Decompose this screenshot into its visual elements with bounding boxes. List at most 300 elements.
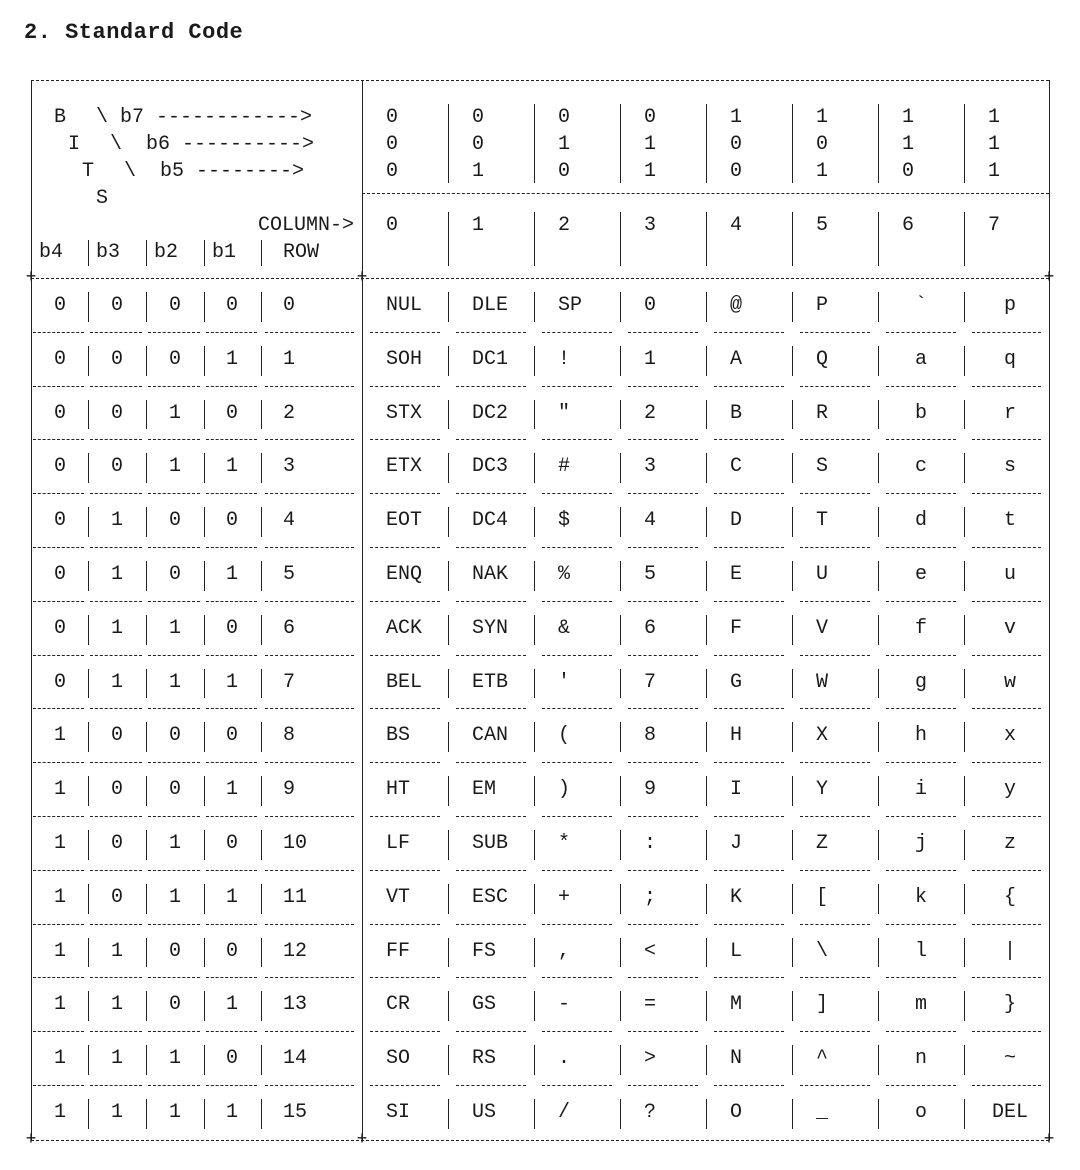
- row-separator: [628, 977, 698, 978]
- row-separator: [370, 493, 440, 494]
- row-separator: [542, 924, 612, 925]
- row-separator: [33, 708, 84, 709]
- row-separator: [456, 601, 526, 602]
- char-cell: NAK: [472, 563, 509, 586]
- row-divider: [620, 991, 621, 1021]
- b6-bit-6: 1: [902, 133, 915, 156]
- row-separator: [800, 601, 870, 602]
- b7-bit-3: 0: [644, 106, 657, 129]
- char-cell: f: [914, 616, 928, 640]
- char-cell: n: [914, 1047, 928, 1071]
- row-bit: 0: [110, 724, 124, 748]
- row-bit: 0: [53, 347, 67, 371]
- row-divider: [964, 561, 965, 591]
- row-separator: [542, 870, 612, 871]
- char-cell: ]: [816, 993, 829, 1017]
- row-divider: [878, 669, 879, 699]
- b5-bit-2: 0: [558, 160, 571, 183]
- row-bit: 1: [53, 993, 67, 1017]
- row-divider: [146, 669, 147, 699]
- char-cell: }: [1003, 993, 1017, 1017]
- char-cell: HT: [386, 778, 411, 802]
- row-separator: [628, 708, 698, 709]
- char-cell: `: [914, 294, 928, 317]
- row-separator: [206, 655, 257, 656]
- row-separator: [370, 332, 440, 333]
- row-bit: 0: [225, 939, 239, 963]
- row-separator: [714, 870, 784, 871]
- row-separator: [886, 332, 956, 333]
- char-cell: 8: [644, 724, 657, 748]
- char-cell: STX: [386, 401, 423, 425]
- row-bit: 1: [168, 401, 182, 425]
- column-number-2: 2: [558, 214, 571, 237]
- row-bit: 0: [53, 670, 67, 694]
- char-cell: E: [730, 563, 743, 586]
- row-bit: 1: [110, 616, 124, 640]
- row-separator: [90, 924, 142, 925]
- row-bit: 1: [110, 1047, 124, 1071]
- row-separator: [972, 1031, 1041, 1032]
- row-separator: [714, 332, 784, 333]
- char-cell: -: [558, 993, 571, 1017]
- row-separator: [265, 762, 354, 763]
- char-cell: #: [558, 455, 571, 479]
- row-bit: 1: [110, 563, 124, 586]
- row-bit: 1: [53, 885, 67, 909]
- char-cell: BEL: [386, 670, 423, 694]
- char-cell: FS: [472, 939, 497, 963]
- header-col-separator: [362, 193, 1049, 194]
- header-col-divider: [620, 212, 621, 266]
- row-separator: [456, 816, 526, 817]
- row-bit: 1: [225, 885, 239, 909]
- row-separator: [206, 493, 257, 494]
- row-separator: [456, 439, 526, 440]
- char-cell: d: [914, 509, 928, 533]
- row-separator: [714, 547, 784, 548]
- char-cell: EOT: [386, 509, 423, 533]
- char-cell: +: [558, 885, 571, 909]
- row-divider: [448, 830, 449, 860]
- char-cell: [: [816, 885, 829, 909]
- row-separator: [542, 493, 612, 494]
- row-divider: [204, 991, 205, 1021]
- b7-bit-1: 0: [472, 106, 485, 129]
- row-divider: [204, 561, 205, 591]
- row-separator: [456, 1031, 526, 1032]
- row-divider: [534, 615, 535, 645]
- row-divider: [792, 453, 793, 483]
- row-divider: [534, 884, 535, 914]
- char-cell: O: [730, 1101, 743, 1124]
- b5-bit-4: 0: [730, 160, 743, 183]
- b5-bit-3: 1: [644, 160, 657, 183]
- frame-bottom: [31, 1140, 1049, 1141]
- row-bit: 0: [225, 294, 239, 317]
- row-separator: [148, 547, 200, 548]
- row-divider: [534, 400, 535, 430]
- row-divider: [706, 615, 707, 645]
- char-cell: &: [558, 616, 571, 640]
- row-divider: [88, 938, 89, 968]
- row-divider: [261, 292, 262, 322]
- row-separator: [886, 870, 956, 871]
- row-divider: [448, 722, 449, 752]
- header-col-divider: [620, 104, 621, 183]
- row-separator: [206, 439, 257, 440]
- row-separator: [714, 655, 784, 656]
- row-divider: [878, 884, 879, 914]
- row-separator: [800, 870, 870, 871]
- row-bit: 0: [110, 778, 124, 802]
- row-separator: [206, 870, 257, 871]
- char-cell: 4: [644, 509, 657, 533]
- char-cell: \: [816, 939, 829, 963]
- b5-bit-5: 1: [816, 160, 829, 183]
- char-cell: ": [558, 401, 571, 425]
- row-divider: [878, 292, 879, 322]
- row-bit: 0: [168, 724, 182, 748]
- row-divider: [146, 561, 147, 591]
- row-separator: [206, 924, 257, 925]
- row-divider: [620, 400, 621, 430]
- row-divider: [88, 346, 89, 376]
- header-col-divider: [534, 104, 535, 183]
- char-cell: N: [730, 1047, 743, 1071]
- row-separator: [90, 762, 142, 763]
- row-bit: 1: [53, 1047, 67, 1071]
- row-separator: [800, 816, 870, 817]
- row-separator: [265, 547, 354, 548]
- bits-label-i: I: [68, 133, 81, 156]
- char-cell: R: [816, 401, 829, 425]
- row-divider: [534, 292, 535, 322]
- char-cell: M: [730, 993, 743, 1017]
- row-separator: [370, 924, 440, 925]
- row-divider: [448, 884, 449, 914]
- row-divider: [146, 346, 147, 376]
- corner-plus: +: [25, 1130, 37, 1150]
- bit-header-divider: [261, 240, 262, 266]
- char-cell: _: [816, 1101, 829, 1124]
- row-divider: [88, 1045, 89, 1075]
- row-divider: [448, 1099, 449, 1129]
- char-cell: T: [816, 509, 829, 533]
- row-divider: [534, 561, 535, 591]
- row-bit: 1: [225, 455, 239, 479]
- row-divider: [146, 1099, 147, 1129]
- row-divider: [706, 400, 707, 430]
- header-col-divider: [964, 104, 965, 183]
- char-cell: v: [1003, 616, 1017, 640]
- row-divider: [88, 292, 89, 322]
- row-separator: [800, 1031, 870, 1032]
- row-divider: [448, 776, 449, 806]
- row-bit: 1: [53, 778, 67, 802]
- row-divider: [878, 400, 879, 430]
- row-separator: [886, 439, 956, 440]
- row-separator: [800, 439, 870, 440]
- row-bit: 1: [225, 670, 239, 694]
- row-divider: [204, 615, 205, 645]
- row-divider: [261, 453, 262, 483]
- row-separator: [542, 547, 612, 548]
- row-separator: [714, 493, 784, 494]
- char-cell: >: [644, 1047, 657, 1071]
- char-cell: V: [816, 616, 829, 640]
- row-divider: [878, 615, 879, 645]
- row-separator: [972, 439, 1041, 440]
- char-cell: 2: [644, 401, 657, 425]
- row-divider: [620, 1045, 621, 1075]
- column-number-7: 7: [988, 214, 1001, 237]
- row-separator: [370, 977, 440, 978]
- row-divider: [261, 507, 262, 537]
- char-cell: H: [730, 724, 743, 748]
- row-divider: [620, 884, 621, 914]
- row-separator: [886, 977, 956, 978]
- row-separator: [886, 762, 956, 763]
- row-separator: [148, 386, 200, 387]
- row-separator: [456, 977, 526, 978]
- row-divider: [261, 669, 262, 699]
- row-separator: [148, 1085, 200, 1086]
- char-cell: l: [914, 939, 928, 963]
- char-cell: K: [730, 885, 743, 909]
- row-separator: [148, 816, 200, 817]
- char-cell: SI: [386, 1101, 411, 1124]
- row-divider: [146, 884, 147, 914]
- row-divider: [964, 884, 965, 914]
- row-number: 6: [283, 616, 296, 640]
- row-separator: [714, 762, 784, 763]
- row-separator: [972, 601, 1041, 602]
- char-cell: BS: [386, 724, 411, 748]
- bit-header-b4: b4: [39, 241, 64, 264]
- row-separator: [456, 924, 526, 925]
- row-divider: [448, 991, 449, 1021]
- row-bit: 0: [168, 993, 182, 1017]
- row-bit: 0: [53, 563, 67, 586]
- row-separator: [90, 386, 142, 387]
- row-separator: [456, 870, 526, 871]
- row-divider: [261, 938, 262, 968]
- row-divider: [261, 400, 262, 430]
- row-separator: [265, 708, 354, 709]
- char-cell: g: [914, 670, 928, 694]
- row-divider: [88, 669, 89, 699]
- row-separator: [542, 439, 612, 440]
- row-divider: [204, 830, 205, 860]
- bit-header-divider: [88, 240, 89, 266]
- row-divider: [261, 346, 262, 376]
- char-cell: x: [1003, 724, 1017, 748]
- row-bit: 0: [225, 832, 239, 855]
- row-separator: [148, 762, 200, 763]
- row-divider: [792, 507, 793, 537]
- row-separator: [33, 655, 84, 656]
- row-divider: [88, 400, 89, 430]
- char-cell: ~: [1003, 1047, 1017, 1071]
- row-separator: [542, 762, 612, 763]
- row-divider: [88, 776, 89, 806]
- column-number-0: 0: [386, 214, 399, 237]
- char-cell: DEL: [991, 1101, 1029, 1124]
- char-cell: DC3: [472, 455, 509, 479]
- row-divider: [792, 1099, 793, 1129]
- row-separator: [33, 924, 84, 925]
- char-cell: |: [1003, 939, 1017, 963]
- row-separator: [800, 547, 870, 548]
- header-col-divider: [448, 104, 449, 183]
- char-cell: DLE: [472, 294, 509, 317]
- row-separator: [370, 601, 440, 602]
- row-bit: 1: [53, 939, 67, 963]
- row-divider: [88, 615, 89, 645]
- row-separator: [800, 708, 870, 709]
- row-separator: [206, 762, 257, 763]
- row-divider: [620, 1099, 621, 1129]
- char-cell: RS: [472, 1047, 497, 1071]
- row-separator: [972, 547, 1041, 548]
- char-cell: F: [730, 616, 743, 640]
- row-divider: [878, 1099, 879, 1129]
- char-cell: D: [730, 509, 743, 533]
- row-bit: 1: [168, 455, 182, 479]
- frame-left: [31, 80, 32, 1140]
- row-divider: [448, 453, 449, 483]
- char-cell: EM: [472, 778, 497, 802]
- char-cell: a: [914, 347, 928, 371]
- row-bit: 0: [168, 778, 182, 802]
- row-divider: [620, 776, 621, 806]
- row-separator: [265, 924, 354, 925]
- row-divider: [534, 830, 535, 860]
- row-number: 7: [283, 670, 296, 694]
- char-cell: s: [1003, 455, 1017, 479]
- row-separator: [265, 655, 354, 656]
- row-separator: [456, 386, 526, 387]
- row-separator: [90, 547, 142, 548]
- row-divider: [261, 776, 262, 806]
- row-separator: [148, 655, 200, 656]
- char-cell: DC4: [472, 509, 509, 533]
- char-cell: ): [558, 778, 571, 802]
- row-separator: [90, 1085, 142, 1086]
- char-cell: VT: [386, 885, 411, 909]
- row-separator: [628, 924, 698, 925]
- char-cell: G: [730, 670, 743, 694]
- char-cell: ?: [644, 1101, 657, 1124]
- row-bit: 0: [110, 401, 124, 425]
- row-divider: [964, 1099, 965, 1129]
- row-number: 1: [283, 347, 296, 371]
- b6-bit-7: 1: [988, 133, 1001, 156]
- row-separator: [542, 1031, 612, 1032]
- row-divider: [146, 615, 147, 645]
- char-cell: SO: [386, 1047, 411, 1071]
- b7-bit-2: 0: [558, 106, 571, 129]
- row-separator: [800, 493, 870, 494]
- row-separator: [972, 924, 1041, 925]
- char-cell: j: [914, 832, 928, 855]
- row-separator: [714, 386, 784, 387]
- row-divider: [146, 991, 147, 1021]
- row-divider: [792, 400, 793, 430]
- page-title: 2. Standard Code: [24, 20, 244, 45]
- char-cell: y: [1003, 778, 1017, 802]
- row-separator: [206, 547, 257, 548]
- char-cell: ENQ: [386, 563, 423, 586]
- row-divider: [88, 830, 89, 860]
- row-separator: [628, 816, 698, 817]
- row-divider: [146, 1045, 147, 1075]
- row-divider: [204, 722, 205, 752]
- column-label: COLUMN->: [257, 214, 354, 237]
- b6-bit-3: 1: [644, 133, 657, 156]
- row-separator: [90, 708, 142, 709]
- b6-bit-4: 0: [730, 133, 743, 156]
- char-cell: C: [730, 455, 743, 479]
- char-cell: o: [914, 1101, 928, 1124]
- row-separator: [972, 816, 1041, 817]
- row-separator: [542, 816, 612, 817]
- bit-header-b2: b2: [154, 241, 179, 264]
- char-cell: US: [472, 1101, 497, 1124]
- b6-bit-1: 0: [472, 133, 485, 156]
- row-separator: [148, 708, 200, 709]
- row-separator: [90, 655, 142, 656]
- row-separator: [90, 601, 142, 602]
- row-bit: 0: [168, 294, 182, 317]
- row-separator: [886, 1031, 956, 1032]
- row-bit: 0: [225, 724, 239, 748]
- char-cell: I: [730, 778, 743, 802]
- row-number: 5: [283, 563, 296, 586]
- row-number: 3: [283, 455, 296, 479]
- row-divider: [706, 561, 707, 591]
- row-divider: [706, 346, 707, 376]
- column-number-6: 6: [902, 214, 915, 237]
- row-separator: [714, 439, 784, 440]
- row-separator: [972, 977, 1041, 978]
- row-separator: [972, 493, 1041, 494]
- row-bit: 0: [110, 294, 124, 317]
- row-separator: [90, 816, 142, 817]
- row-separator: [972, 386, 1041, 387]
- row-bit: 1: [225, 347, 239, 371]
- row-divider: [261, 722, 262, 752]
- row-bit: 0: [53, 509, 67, 533]
- row-separator: [370, 816, 440, 817]
- char-cell: {: [1003, 885, 1017, 909]
- row-divider: [792, 830, 793, 860]
- row-bit: 1: [53, 724, 67, 748]
- row-bit: 0: [225, 616, 239, 640]
- char-cell: w: [1003, 670, 1017, 694]
- row-divider: [706, 507, 707, 537]
- row-bit: 1: [168, 670, 182, 694]
- row-divider: [261, 884, 262, 914]
- row-divider: [261, 561, 262, 591]
- header-mid-divider: [362, 80, 363, 1140]
- row-separator: [33, 386, 84, 387]
- char-cell: CAN: [472, 724, 509, 748]
- row-divider: [88, 884, 89, 914]
- row-divider: [878, 346, 879, 376]
- row-separator: [370, 655, 440, 656]
